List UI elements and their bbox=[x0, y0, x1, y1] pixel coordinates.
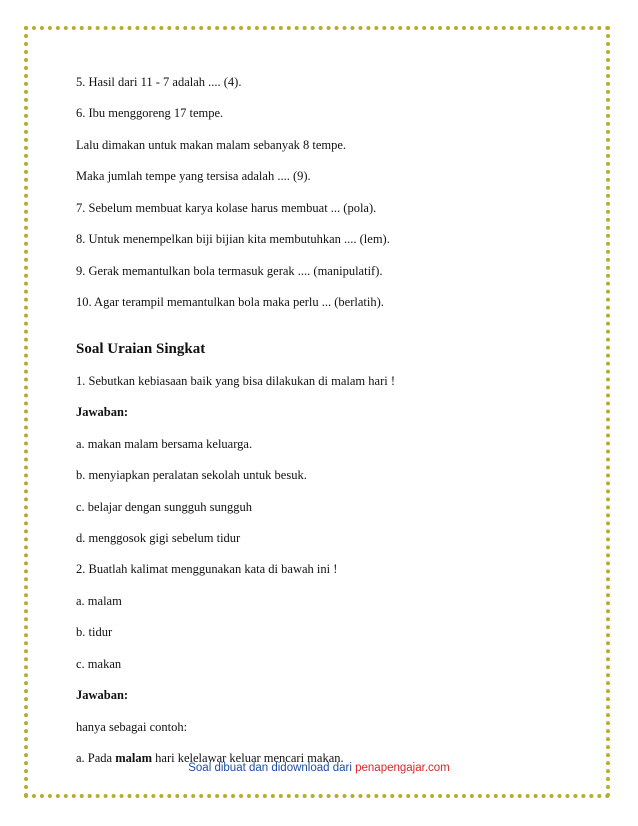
example-suffix: hari kelelawar keluar mencari makan. bbox=[152, 751, 344, 765]
example-note: hanya sebagai contoh: bbox=[76, 720, 188, 734]
answer-item: b. menyiapkan peralatan sekolah untuk besuk. bbox=[76, 468, 307, 482]
essay-question-2: 2. Buatlah kalimat menggunakan kata di bawah ini ! bbox=[76, 562, 338, 576]
answer-item: a. makan malam bersama keluarga. bbox=[76, 437, 253, 451]
answer-item: c. belajar dengan sungguh sungguh bbox=[76, 500, 253, 514]
essay-question-1: 1. Sebutkan kebiasaan baik yang bisa dilakukan di malam hari ! bbox=[76, 374, 396, 388]
word-item: c. makan bbox=[76, 657, 122, 671]
word-item: b. tidur bbox=[76, 625, 113, 639]
question-8: 8. Untuk menempelkan biji bijian kita membutuhkan .... (lem). bbox=[76, 232, 390, 246]
example-bold-word: malam bbox=[115, 751, 153, 765]
example-prefix: a. Pada bbox=[76, 751, 116, 765]
section-title: Soal Uraian Singkat bbox=[76, 341, 206, 357]
question-10: 10. Agar terampil memantulkan bola maka perlu ... (berlatih). bbox=[76, 295, 384, 309]
question-6-line-2: Lalu dimakan untuk makan malam sebanyak 8 tempe. bbox=[76, 138, 347, 152]
answer-item: d. menggosok gigi sebelum tidur bbox=[76, 531, 241, 545]
footer bbox=[0, 762, 638, 774]
question-6: 6. Ibu menggoreng 17 tempe. bbox=[76, 106, 224, 120]
footer-text: Soal dibuat dan didownload dari bbox=[188, 762, 356, 774]
footer-link[interactable]: penapengajar.com bbox=[355, 762, 450, 774]
question-5: 5. Hasil dari 11 - 7 adalah .... (4). bbox=[76, 75, 242, 89]
answer-label: Jawaban: bbox=[76, 405, 129, 419]
word-item: a. malam bbox=[76, 594, 122, 608]
question-9: 9. Gerak memantulkan bola termasuk gerak .... (manipulatif). bbox=[76, 264, 383, 278]
question-6-line-3: Maka jumlah tempe yang tersisa adalah .... (9). bbox=[76, 169, 311, 183]
answer-label: Jawaban: bbox=[76, 688, 129, 702]
question-7: 7. Sebelum membuat karya kolase harus membuat ... (pola). bbox=[76, 201, 377, 215]
